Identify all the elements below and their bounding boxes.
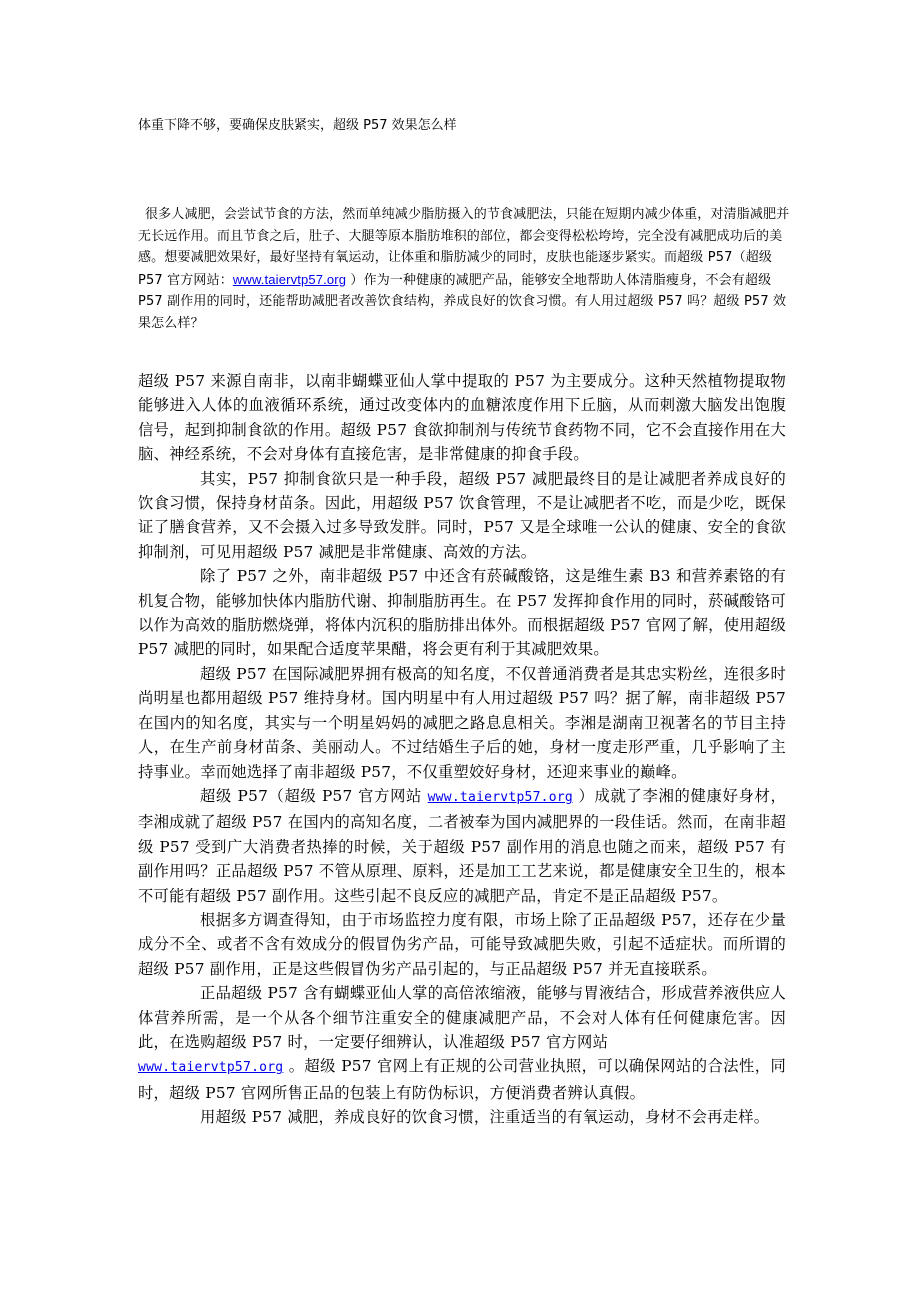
p7-text-start: 正品超级 P57 含有蝴蝶亚仙人掌的高倍浓缩液，能够与胃液结合，形成营养液供应人体营养所需，是一个从各个细节注重安全的健康减肥产品，不会对人体有任何健康危害。因此，在选购超级 P57 时，一定要仔细辨认，认准超级 P57 官方网站 bbox=[138, 984, 786, 1051]
article-body bbox=[138, 369, 786, 1130]
document-title: 体重下降不够，要确保皮肤紧实，超级 P57 效果怎么样 bbox=[138, 118, 457, 133]
intro-paragraph bbox=[138, 204, 794, 334]
paragraph-side-effects bbox=[138, 784, 786, 908]
paragraph-chromium: 除了 P57 之外，南非超级 P57 中还含有菸碱酸铬，这是维生素 B3 和营养素铬的有机复合物，能够加快体内脂肪代谢、抑制脂肪再生。在 P57 发挥抑食作用的同时，菸碱酸铬可以作为高效的脂肪燃烧弹，将体内沉积的脂肪排出体外。而根据超级 P57 官网了解，使用超级 P57 减肥的同时，如果配合适度苹果醋，将会更有利于其减肥效果。 bbox=[138, 567, 786, 659]
official-site-link[interactable]: www.taiervtp57.org bbox=[232, 271, 347, 287]
p5-text-end: ）成就了李湘的健康好身材，李湘成就了超级 P57 在国内的高知名度，二者被奉为国内减肥界的一段佳话。然而，在南非超级 P57 受到广大消费者热捧的时候，关于超级 P57 副作用的消息也随之而来，超级 P57 有副作用吗？正品超级 P57 不管从原理、原料，还是加工工艺来说，都是健康安全卫生的，根本不可能有超级 P57 副作用。这些引起不良反应的减肥产品，肯定不是正品超级 P57。 bbox=[138, 786, 786, 905]
official-site-link-3[interactable]: www.taiervtp57.org bbox=[138, 1060, 284, 1076]
paragraph-celebrity: 超级 P57 在国际减肥界拥有极高的知名度，不仅普通消费者是其忠实粉丝，连很多时尚明星也都用超级 P57 维持身材。国内明星中有人用过超级 P57 吗？据了解，南非超级 P57 在国内的知名度，其实与一个明星妈妈的减肥之路息息相关。李湘是湖南卫视著名的节目主持人，在生产前身材苗条、美丽动人。不过结婚生子后的她，身材一度走形严重，几乎影响了主持事业。幸而她选择了南非超级 P57，不仅重塑姣好身材，还迎来事业的巅峰。 bbox=[138, 664, 786, 781]
paragraph-counterfeit: 根据多方调查得知，由于市场监控力度有限，市场上除了正品超级 P57，还存在少量成分不全、或者不含有效成分的假冒伪劣产品，可能导致减肥失败，引起不适症状。而所谓的超级 P57 副作用，正是这些假冒伪劣产品引起的，与正品超级 P57 并无直接联系。 bbox=[138, 910, 786, 978]
paragraph-genuine bbox=[138, 981, 786, 1105]
official-site-link-2[interactable]: www.taiervtp57.org bbox=[427, 789, 573, 805]
paragraph-conclusion: 用超级 P57 减肥，养成良好的饮食习惯，注重适当的有氧运动，身材不会再走样。 bbox=[200, 1108, 770, 1127]
p5-text-start: 超级 P57（超级 P57 官方网站 bbox=[200, 786, 428, 805]
p7-text-end: 。超级 P57 官网上有正规的公司营业执照，可以确保网站的合法性，同时，超级 P57 官网所售正品的包装上有防伪标识，方便消费者辨认真假。 bbox=[138, 1057, 786, 1102]
intro-text-end: ）作为一种健康的减肥产品，能够安全地帮助人体清脂瘦身，不会有超级 P57 副作用的同时，还能帮助减肥者改善饮食结构，养成良好的饮食习惯。有人用过超级 P57 吗？超级 P57 效果怎么样？ bbox=[138, 272, 787, 331]
intro-text-start: 很多人减肥，会尝试节食的方法，然而单纯减少脂肪摄入的节食减肥法，只能在短期内减少体重，对清脂减肥并无长远作用。而且节食之后，肚子、大腿等原本脂肪堆积的部位，都会变得松松垮垮，完全没有减肥成功后的美感。想要减肥效果好，最好坚持有氧运动，让体重和脂肪减少的同时，皮肤也能逐步紧实。而超级 P57（超级 P57 官方网站： bbox=[138, 207, 790, 288]
paragraph-appetite: 其实，P57 抑制食欲只是一种手段，超级 P57 减肥最终目的是让减肥者养成良好的饮食习惯，保持身材苗条。因此，用超级 P57 饮食管理，不是让减肥者不吃，而是少吃，既保证了膳食营养，又不会摄入过多导致发胖。同时，P57 又是全球唯一公认的健康、安全的食欲抑制剂，可见用超级 P57 减肥是非常健康、高效的方法。 bbox=[138, 469, 786, 561]
paragraph-origin: 超级 P57 来源自南非，以南非蝴蝶亚仙人掌中提取的 P57 为主要成分。这种天然植物提取物能够进入人体的血液循环系统，通过改变体内的血糖浓度作用下丘脑，从而刺激大脑发出饱腹信号，起到抑制食欲的作用。超级 P57 食欲抑制剂与传统节食药物不同，它不会直接作用在大脑、神经系统，不会对身体有直接危害，是非常健康的抑食手段。 bbox=[138, 372, 786, 464]
